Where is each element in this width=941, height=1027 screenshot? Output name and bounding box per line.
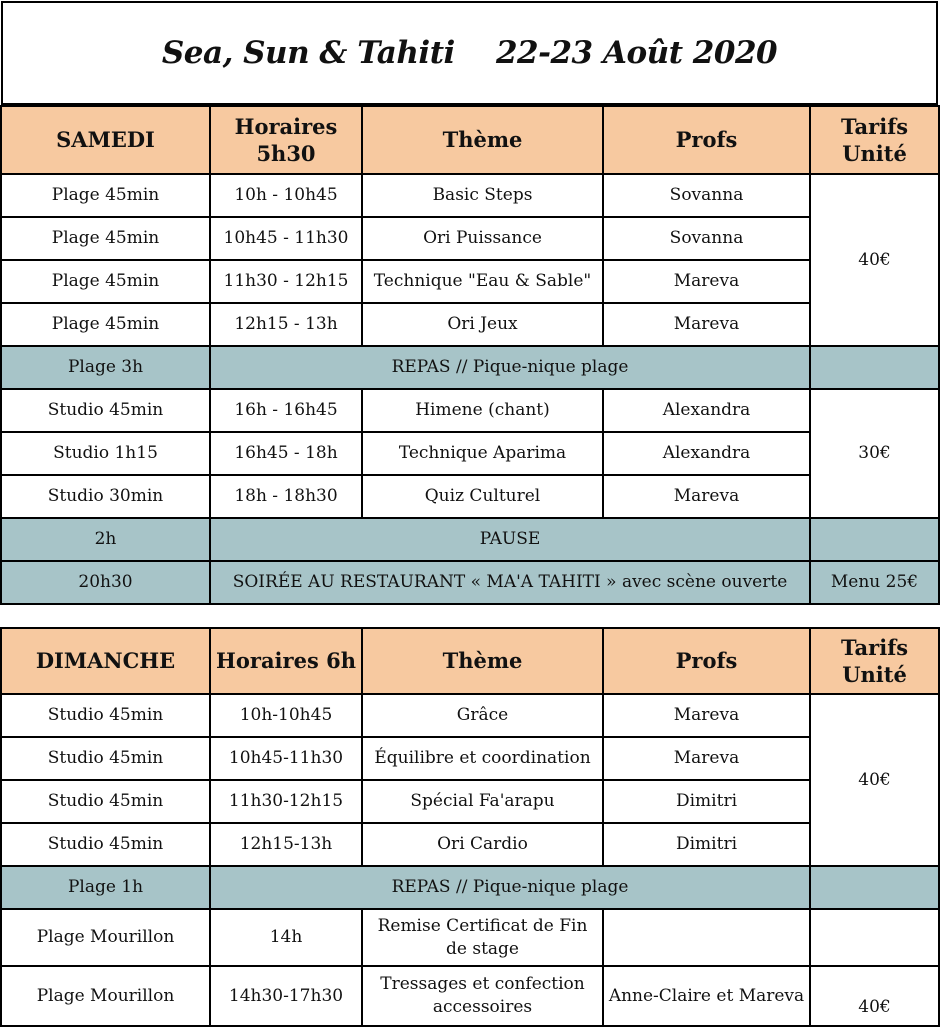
lunch-label: REPAS // Pique-nique plage	[210, 346, 810, 389]
place-cell: Plage 1h	[1, 866, 210, 909]
theme-cell: Basic Steps	[362, 174, 603, 217]
place-cell: Studio 45min	[1, 694, 210, 737]
time-cell: 10h - 10h45	[210, 174, 362, 217]
theme-cell: Remise Certificat de Fin de stage	[362, 909, 603, 966]
time-cell: 11h30 - 12h15	[210, 260, 362, 303]
table-row	[1, 174, 939, 217]
prof-cell: Anne-Claire et Mareva	[603, 966, 810, 1026]
table-row	[1, 737, 939, 780]
theme-cell: Technique "Eau & Sable"	[362, 260, 603, 303]
header-price-line2: Unité	[842, 662, 907, 687]
theme-cell: Tressages et confection accessoires	[362, 966, 603, 1026]
empty-price-cell	[810, 909, 939, 966]
sunday-header-row	[1, 628, 939, 694]
prof-cell: Mareva	[603, 737, 810, 780]
table-row	[1, 217, 939, 260]
saturday-schedule-table	[0, 105, 940, 605]
header-day: DIMANCHE	[1, 628, 210, 694]
table-row	[1, 260, 939, 303]
place-cell: Plage 3h	[1, 346, 210, 389]
prof-cell: Mareva	[603, 260, 810, 303]
header-time-line1: Horaires	[234, 113, 338, 139]
lunch-row	[1, 866, 939, 909]
table-row	[1, 303, 939, 346]
prof-cell: Dimitri	[603, 780, 810, 823]
place-cell: Studio 45min	[1, 780, 210, 823]
time-cell: 16h45 - 18h	[210, 432, 362, 475]
table-row	[1, 909, 939, 966]
header-profs: Profs	[603, 106, 810, 174]
place-cell: Plage Mourillon	[1, 909, 210, 966]
time-cell: 11h30-12h15	[210, 780, 362, 823]
lunch-label: REPAS // Pique-nique plage	[210, 866, 810, 909]
header-theme: Thème	[362, 628, 603, 694]
theme-cell: Spécial Fa'arapu	[362, 780, 603, 823]
prof-cell: Mareva	[603, 303, 810, 346]
header-time	[210, 106, 362, 174]
lunch-row	[1, 346, 939, 389]
header-price-line2: Unité	[842, 141, 907, 166]
table-row	[1, 823, 939, 866]
evening-label: SOIRÉE AU RESTAURANT « MA'A TAHITI » avec scène ouverte	[210, 561, 810, 604]
time-cell: 12h15-13h	[210, 823, 362, 866]
header-time: Horaires 6h	[210, 628, 362, 694]
event-dates: 22-23 Août 2020	[495, 35, 778, 71]
theme-cell: Équilibre et coordination	[362, 737, 603, 780]
place-cell: 2h	[1, 518, 210, 561]
theme-cell: Himene (chant)	[362, 389, 603, 432]
price-cell: 40€	[810, 966, 939, 1026]
header-price	[810, 628, 939, 694]
table-row	[1, 780, 939, 823]
header-day: SAMEDI	[1, 106, 210, 174]
place-cell: Plage 45min	[1, 217, 210, 260]
price-cell: 40€	[810, 174, 939, 346]
place-cell: Studio 45min	[1, 737, 210, 780]
table-row	[1, 694, 939, 737]
prof-cell: Alexandra	[603, 389, 810, 432]
header-time-line2: 5h30	[256, 141, 316, 166]
saturday-header-row	[1, 106, 939, 174]
theme-cell: Ori Puissance	[362, 217, 603, 260]
time-cell: 16h - 16h45	[210, 389, 362, 432]
event-name: Sea, Sun & Tahiti	[161, 35, 455, 71]
time-cell: 14h30-17h30	[210, 966, 362, 1026]
header-profs: Profs	[603, 628, 810, 694]
prof-cell: Mareva	[603, 475, 810, 518]
empty-price-cell	[810, 866, 939, 909]
place-cell: Studio 30min	[1, 475, 210, 518]
time-cell: 10h45-11h30	[210, 737, 362, 780]
prof-cell: Mareva	[603, 694, 810, 737]
prof-cell	[603, 909, 810, 966]
prof-cell: Sovanna	[603, 174, 810, 217]
header-price	[810, 106, 939, 174]
sunday-schedule-table	[0, 627, 940, 1027]
time-cell: 12h15 - 13h	[210, 303, 362, 346]
theme-cell: Technique Aparima	[362, 432, 603, 475]
table-row	[1, 966, 939, 1026]
theme-cell: Ori Cardio	[362, 823, 603, 866]
header-price-line1: Tarifs	[840, 634, 909, 660]
prof-cell: Sovanna	[603, 217, 810, 260]
page-title	[1, 1, 938, 105]
place-cell: Studio 45min	[1, 823, 210, 866]
place-cell: Plage 45min	[1, 303, 210, 346]
time-cell: 10h-10h45	[210, 694, 362, 737]
header-price-line1: Tarifs	[840, 113, 909, 139]
place-cell: Studio 1h15	[1, 432, 210, 475]
table-row	[1, 475, 939, 518]
prof-cell: Alexandra	[603, 432, 810, 475]
event-title	[162, 35, 777, 71]
table-row	[1, 389, 939, 432]
empty-price-cell	[810, 346, 939, 389]
price-cell: 40€	[810, 694, 939, 866]
evening-row	[1, 561, 939, 604]
pause-row	[1, 518, 939, 561]
header-theme: Thème	[362, 106, 603, 174]
prof-cell: Dimitri	[603, 823, 810, 866]
theme-cell: Quiz Culturel	[362, 475, 603, 518]
place-cell: Plage 45min	[1, 260, 210, 303]
place-cell: Plage Mourillon	[1, 966, 210, 1026]
time-cell: 18h - 18h30	[210, 475, 362, 518]
price-cell: 30€	[810, 389, 939, 518]
empty-price-cell	[810, 518, 939, 561]
place-cell: Studio 45min	[1, 389, 210, 432]
time-cell: 10h45 - 11h30	[210, 217, 362, 260]
time-cell: 14h	[210, 909, 362, 966]
place-cell: 20h30	[1, 561, 210, 604]
table-row	[1, 432, 939, 475]
theme-cell: Ori Jeux	[362, 303, 603, 346]
place-cell: Plage 45min	[1, 174, 210, 217]
pause-label: PAUSE	[210, 518, 810, 561]
price-cell: Menu 25€	[810, 561, 939, 604]
theme-cell: Grâce	[362, 694, 603, 737]
